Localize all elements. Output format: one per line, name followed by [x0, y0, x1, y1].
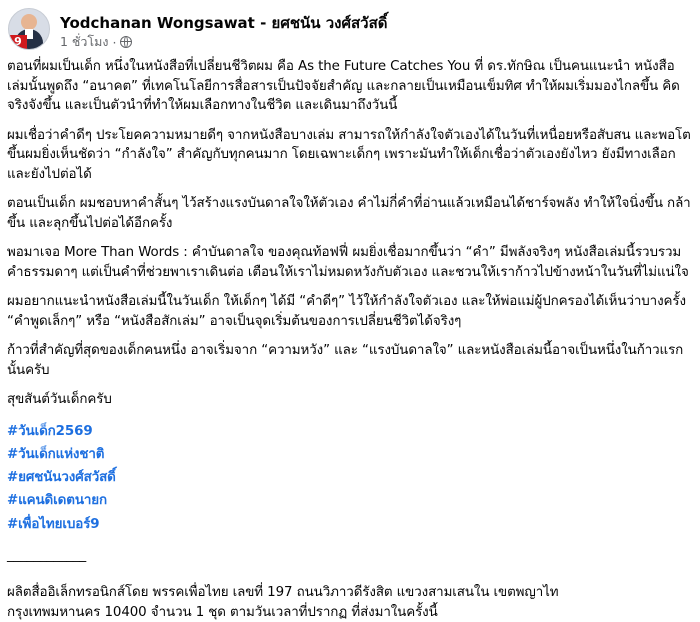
- post-paragraph: ผมเชื่อว่าคำดีๆ ประโยคความหมายดีๆ จากหนังสือบางเล่ม สามารถให้กำลังใจตัวเองได้ในวันที่เหนื่อยหรือสับสน และพอโตขึ้นผมยิ่งเห็นชัดว่า “กำลังใจ” สำคัญกับทุกคนมาก โดยเฉพาะเด็กๆ เพราะมันทำให้เด็กเชื่อว่าตัวเองยังไหว ยังมีทางเลือก และยังไปต่อได้: [7, 127, 691, 182]
- footer-line: กรุงเทพมหานคร 10400 จำนวน 1 ชุด ตามวันเวลาที่ปรากฏ ที่ส่งมาในครั้งนี้: [7, 604, 438, 620]
- post-header: [8, 8, 688, 48]
- avatar-number-badge: 9: [9, 35, 27, 49]
- separator-line: ____________: [7, 547, 87, 563]
- post-paragraph: สุขสันต์วันเด็กครับ: [7, 392, 112, 407]
- post-paragraph: ก้าวที่สำคัญที่สุดของเด็กคนหนึ่ง อาจเริ่มจาก “ความหวัง” และ “แรงบันดาลใจ” และหนังสือเล่มนี้อาจเป็นหนึ่งในก้าวแรกนั้นครับ: [7, 343, 684, 378]
- hashtag-link[interactable]: #วันเด็กแห่งชาติ: [7, 446, 105, 462]
- post-paragraph: ตอนที่ผมเป็นเด็ก หนึ่งในหนังสือที่เปลี่ยนชีวิตผม คือ As the Future Catches You ที่ ดร.ทักษิณ เป็นคนแนะนำ หนังสือเล่มนั้นพูดถึง “อนาคต” ที่เทคโนโลยีการสื่อสารเป็นปัจจัยสำคัญ และกลายเป็นเหมือนเข็มทิศ ทำให้ผมเริ่มมองไกลขึ้น คิดจริงจังขึ้น และเป็นตัวนำที่ทำให้ผมเลือกทางในชีวิต และเดินมาถึงวันนี้: [7, 59, 680, 113]
- hashtag-link[interactable]: #วันเด็ก2569: [7, 423, 93, 439]
- post-paragraph: ตอนเป็นเด็ก ผมชอบหาคำสั้นๆ ไว้สร้างแรงบันดาลใจให้ตัวเอง คำไม่กี่คำที่อ่านแล้วเหมือนได้ชาร์จพลัง ทำให้ใจนิ่งขึ้น กล้าขึ้น และลุกขึ้นไปต่อได้อีกครั้ง: [7, 196, 691, 231]
- post-timestamp[interactable]: 1 ชั่วโมง: [60, 34, 109, 49]
- globe-icon[interactable]: [120, 36, 132, 48]
- post-footer: [7, 583, 695, 622]
- post-meta: [60, 32, 132, 52]
- post-paragraph: พอมาเจอ More Than Words : คำบันดาลใจ ของคุณท้อฟฟี่ ผมยิ่งเชื่อมากขึ้นว่า “คำ” มีพลังจริงๆ หนังสือเล่มนี้รวบรวมคำธรรมดาๆ แต่เป็นคำที่ช่วยพาเราเดินต่อ เตือนให้เราไม่หมดหวังกับตัวเอง และชวนให้เราก้าวไปข้างหน้าในวันที่ไม่แน่ใจ: [7, 245, 689, 280]
- hashtag-link[interactable]: #เพื่อไทยเบอร์9: [7, 516, 100, 532]
- author-avatar[interactable]: [8, 8, 50, 50]
- meta-separator: ·: [112, 34, 117, 50]
- hashtag-list: [7, 420, 695, 536]
- avatar-face: [21, 14, 37, 30]
- hashtag-link[interactable]: #ยศชนันวงศ์สวัสดิ์: [7, 470, 116, 486]
- footer-line: ผลิตสื่ออิเล็กทรอนิกส์โดย พรรคเพื่อไทย เลขที่ 197 ถนนวิภาวดีรังสิต แขวงสามเสนใน เขตพญาไท: [7, 585, 559, 601]
- post-paragraph: ผมอยากแนะนำหนังสือเล่มนี้ในวันเด็ก ให้เด็กๆ ได้มี “คำดีๆ” ไว้ให้กำลังใจตัวเอง และให้พ่อแม่ผู้ปกครองได้เห็นว่าบางครั้ง “คำพูดเล็กๆ” หรือ “หนังสือสักเล่ม” อาจเป็นจุดเริ่มต้นของการเปลี่ยนชีวิตได้จริงๆ: [7, 294, 686, 329]
- post-body: [7, 57, 695, 622]
- hashtag-link[interactable]: #แคนดิเดตนายก: [7, 493, 108, 509]
- author-name[interactable]: Yodchanan Wongsawat - ยศชนัน วงศ์สวัสดิ์: [60, 14, 388, 32]
